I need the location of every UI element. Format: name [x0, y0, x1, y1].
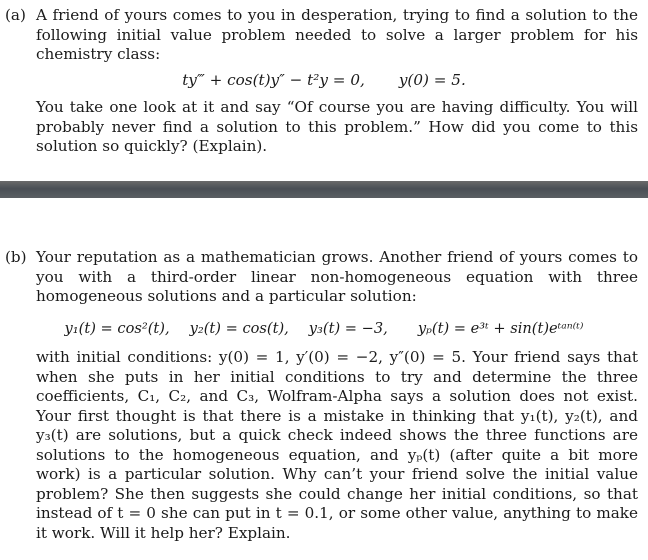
- part-a-intro: A friend of yours comes to you in desperation, trying to find a solution to the following initial value problem needed to solve a larger problem for his chemistry class:: [36, 6, 638, 63]
- part-b-solutions: [0, 319, 648, 339]
- part-a-initial-condition: y(0) = 5.: [398, 70, 466, 89]
- part-a-equation: [0, 71, 648, 91]
- part-a-ode: ty‴ + cos(t)y″ − t²y = 0,: [182, 70, 365, 89]
- solution-yp: yₚ(t) = e³ᵗ + sin(t)eᵗᵃⁿ⁽ᵗ⁾: [417, 319, 584, 337]
- part-b-body: with initial conditions: y(0) = 1, y′(0) = −2, y″(0) = 5. Your friend says that when she puts in her initial conditions to try and determine the three coefficients, C₁, C₂, and C₃, Wolfram-Alpha says a solution does not exist. Your first thought is that there is a mistake in thinking that y₁(t), y₂(t), and y₃(t) are solutions, but a quick check indeed shows the three functions are solutions to the homogeneous equation, and yₚ(t) (after quite a bit more work) is a particular solution. Why can’t your friend solve the initial value problem? She then suggests she could change her initial conditions, so that instead of t = 0 she can put in t = 0.1, or some other value, anything to make it work. Will it help her? Explain.: [36, 348, 638, 542]
- part-b-label: (b): [5, 248, 27, 266]
- solution-y3: y₃(t) = −3,: [308, 319, 388, 337]
- part-a-label: (a): [5, 6, 26, 24]
- part-a-body: You take one look at it and say “Of course you are having difficulty. You will probably never find a solution to this problem.” How did you come to this solution so quickly? (Explain).: [36, 98, 638, 155]
- solution-y2: y₂(t) = cos(t),: [189, 319, 289, 337]
- question-part-b: [0, 248, 648, 543]
- part-a-intro-row: [0, 6, 648, 65]
- section-divider: [0, 181, 648, 198]
- part-b-intro: Your reputation as a mathematician grows. Another friend of yours comes to you with a third-order linear non-homogeneous equation with three homogeneous solutions and a particular solution:: [36, 248, 638, 305]
- question-part-a: [0, 6, 648, 157]
- solution-y1: y₁(t) = cos²(t),: [64, 319, 170, 337]
- part-b-intro-row: [0, 248, 648, 307]
